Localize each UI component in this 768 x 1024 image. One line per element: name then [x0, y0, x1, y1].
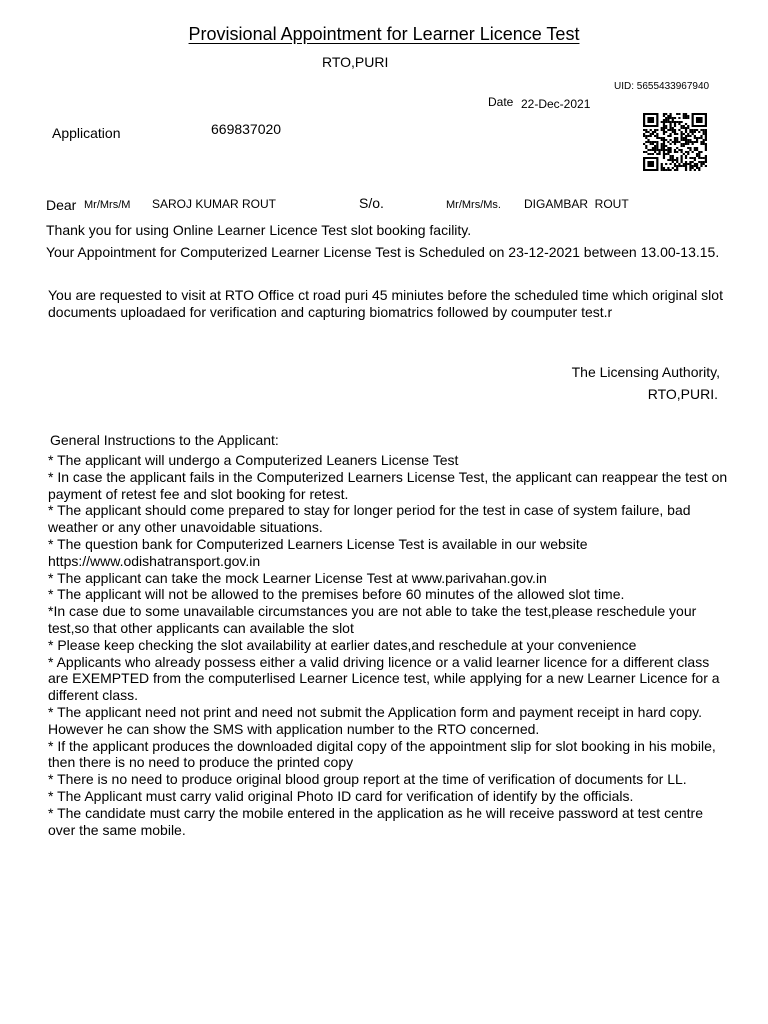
father-salutation: Mr/Mrs/Ms.: [446, 199, 501, 211]
authority-line-1: The Licensing Authority,: [571, 364, 720, 380]
visit-paragraph: You are requested to visit at RTO Office ct road puri 45 miniutes before the scheduled time which original slot documents uploadaed for verification and capturing biomatrics followed by coumputer test.r: [48, 287, 723, 320]
instruction-item: * The question bank for Computerized Learners License Test is available in our website https://www.odishatransport.gov.in: [48, 535, 588, 569]
instruction-item: * The applicant will undergo a Computerized Leaners License Test: [48, 452, 459, 468]
father-name: DIGAMBAR ROUT: [524, 197, 629, 211]
instruction-item: * In case the applicant fails in the Computerized Learners License Test, the applicant can reappear the test on payment of retest fee and slot booking for retest.: [48, 468, 728, 502]
instruction-item: * The applicant need not print and need not submit the Application form and payment receipt in hard copy. However he can show the SMS with application number to the RTO concerned.: [48, 703, 703, 737]
qr-code-icon: [643, 113, 707, 171]
dear-label: Dear: [46, 197, 77, 213]
instruction-item: * The applicant will not be allowed to the premises before 60 minutes of the allowed slot time.: [48, 586, 625, 603]
instructions-heading: General Instructions to the Applicant:: [50, 432, 279, 448]
relation-label: S/o.: [359, 195, 384, 211]
instruction-item: *In case due to some unavailable circumstances you are not able to take the test,please reschedule your test,so that other applicants can available the slot: [48, 603, 697, 636]
instruction-item: * The Applicant must carry valid original Photo ID card for verification of identify by the officials.: [48, 787, 634, 804]
schedule-paragraph: Your Appointment for Computerized Learner License Test is Scheduled on 23-12-2021 between 13.00-13.15.: [46, 244, 720, 260]
instruction-item: * The applicant should come prepared to stay for longer period for the test in case of system failure, bad weather or any other unavoidable situations.: [48, 502, 691, 536]
application-label: Application: [52, 125, 121, 141]
instruction-item: * The candidate must carry the mobile entered in the application as he will receive password at test centre over the same mobile.: [48, 804, 703, 838]
authority-line-2: RTO,PURI.: [647, 386, 718, 402]
date-label: Date: [488, 95, 514, 109]
instruction-item: * There is no need to produce original blood group report at the time of verification of documents for LL.: [48, 771, 687, 788]
document-title: Provisional Appointment for Learner Licence Test: [188, 24, 580, 44]
thanks-paragraph: Thank you for using Online Learner Licence Test slot booking facility.: [46, 222, 472, 238]
rto-office: RTO,PURI: [322, 54, 389, 70]
instruction-item: * Applicants who already possess either a valid driving licence or a valid learner licence for a different class are EXEMPTED from the computerlised Learner Licence test, while applying for a new Learner Licence for a different class.: [48, 653, 720, 704]
instruction-item: * If the applicant produces the downloaded digital copy of the appointment slip for slot booking in his mobile, then there is no need to produce the printed copy: [48, 737, 716, 771]
instruction-item: * The applicant can take the mock Learner License Test at www.parivahan.gov.in: [48, 569, 547, 586]
applicant-name: SAROJ KUMAR ROUT: [152, 197, 277, 211]
uid-text: UID: 5655433967940: [614, 81, 710, 92]
instructions-list: [48, 452, 728, 838]
instruction-item: * Please keep checking the slot availability at earlier dates,and reschedule at your convenience: [48, 636, 637, 653]
application-number: 669837020: [211, 121, 282, 137]
applicant-salutation: Mr/Mrs/M: [84, 199, 131, 211]
date-value: 22-Dec-2021: [521, 97, 591, 111]
